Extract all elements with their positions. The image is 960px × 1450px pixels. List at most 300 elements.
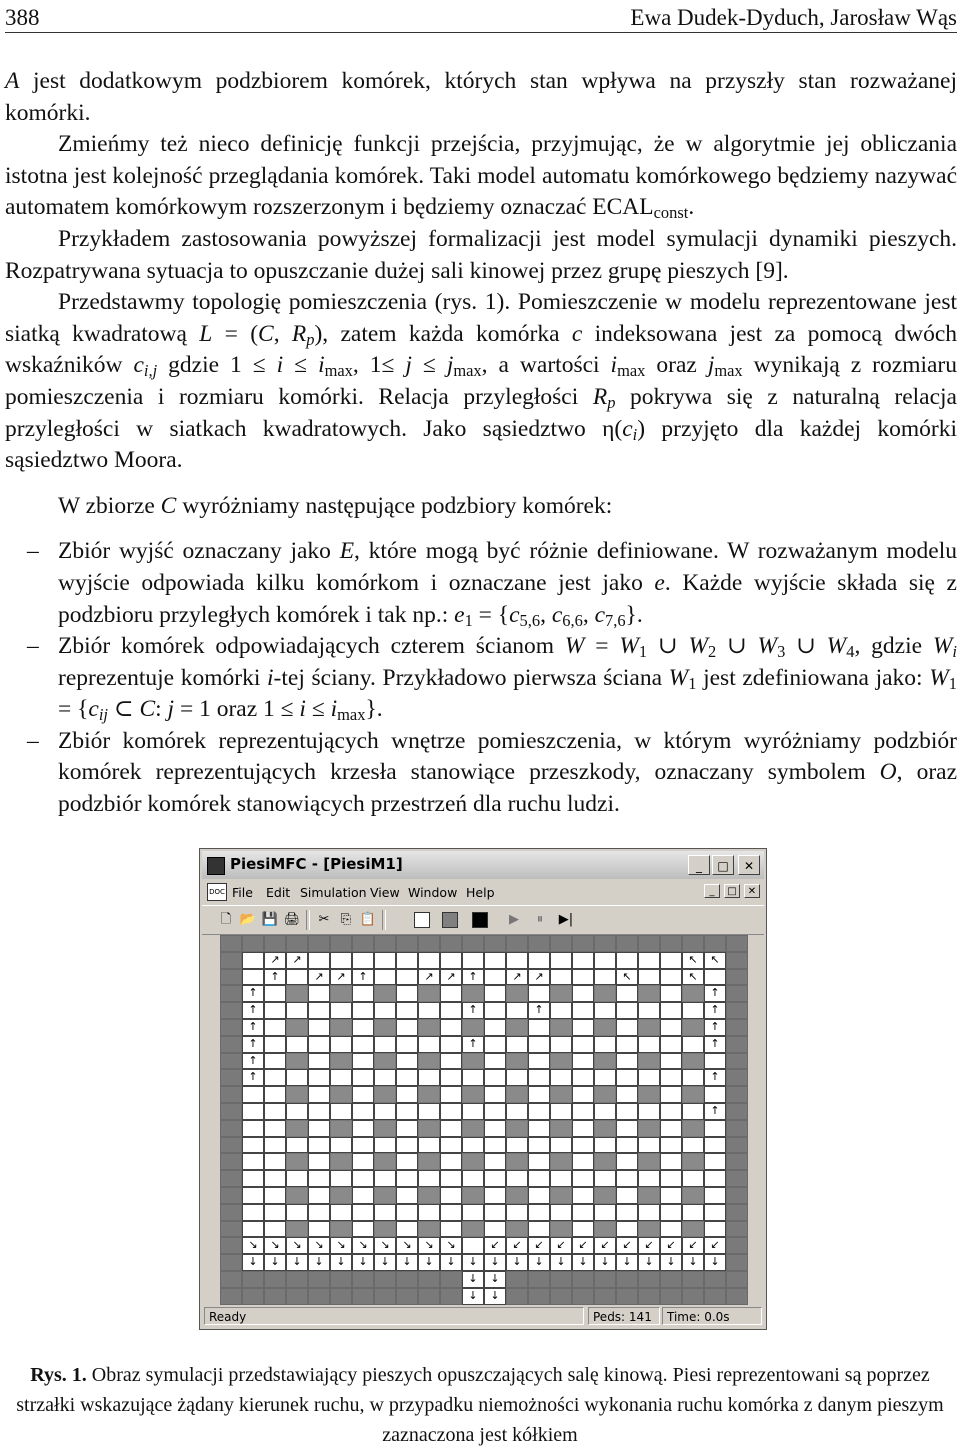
save-icon[interactable]: 💾 [261, 912, 279, 927]
wall-cell [396, 1271, 418, 1288]
obstacle-cell [286, 1221, 308, 1238]
empty-cell [682, 1137, 704, 1154]
wall-cell [396, 1288, 418, 1305]
empty-cell [286, 1036, 308, 1053]
empty-cell [352, 1069, 374, 1086]
obstacle-cell [594, 1053, 616, 1070]
print-icon[interactable]: 🖨 [283, 912, 301, 927]
empty-cell [660, 1069, 682, 1086]
empty-cell [572, 952, 594, 969]
wall-cell [726, 1288, 748, 1305]
close-button[interactable]: ✕ [738, 855, 760, 875]
menu-edit[interactable]: Edit [266, 885, 291, 900]
pedestrian-cell: ↘ [308, 1237, 330, 1254]
obstacle-cell [418, 1153, 440, 1170]
empty-cell [616, 952, 638, 969]
obstacle-cell [374, 1053, 396, 1070]
obstacle-cell [506, 985, 528, 1002]
document-icon[interactable]: DOC [207, 883, 227, 901]
empty-cell [506, 1204, 528, 1221]
obstacle-cell [550, 1187, 572, 1204]
obstacle-cell [682, 1120, 704, 1137]
obstacle-cell [506, 1187, 528, 1204]
menu-file[interactable]: File [232, 885, 253, 900]
menu-simulation[interactable]: Simulation [300, 885, 367, 900]
wall-cell [220, 1271, 242, 1288]
empty-cell [528, 1137, 550, 1154]
pedestrian-cell: ↑ [242, 1069, 264, 1086]
toolbar [202, 905, 764, 935]
obstacle-cell [638, 1153, 660, 1170]
pause-icon[interactable]: ⏸ [536, 912, 544, 927]
empty-cell [418, 952, 440, 969]
status-bar [202, 1307, 764, 1327]
empty-cell [704, 1120, 726, 1137]
cut-icon[interactable]: ✂ [318, 912, 330, 927]
obstacle-cell [550, 1053, 572, 1070]
empty-cell [242, 1187, 264, 1204]
empty-cell [396, 1187, 418, 1204]
empty-cell [594, 952, 616, 969]
white-swatch[interactable] [414, 912, 430, 928]
empty-cell [528, 1069, 550, 1086]
obstacle-cell [594, 985, 616, 1002]
empty-cell [484, 985, 506, 1002]
wall-cell [374, 935, 396, 952]
wall-cell [330, 935, 352, 952]
wall-cell [374, 1271, 396, 1288]
empty-cell [440, 1170, 462, 1187]
wall-cell [330, 1288, 352, 1305]
empty-cell [704, 1170, 726, 1187]
pedestrian-cell: ↘ [352, 1237, 374, 1254]
empty-cell [242, 1204, 264, 1221]
empty-cell [352, 1086, 374, 1103]
empty-cell [418, 1069, 440, 1086]
pedestrian-cell: ↙ [616, 1237, 638, 1254]
empty-cell [528, 1204, 550, 1221]
empty-cell [242, 1103, 264, 1120]
obstacle-cell [374, 1221, 396, 1238]
obstacle-cell [682, 985, 704, 1002]
pedestrian-cell: ↖ [616, 969, 638, 986]
pedestrian-cell: ↓ [352, 1254, 374, 1271]
wall-cell [308, 1271, 330, 1288]
simulation-canvas[interactable] [220, 935, 748, 1305]
pedestrian-cell: ↙ [572, 1237, 594, 1254]
empty-cell [330, 1002, 352, 1019]
pedestrian-cell: ↙ [506, 1237, 528, 1254]
empty-cell [528, 1221, 550, 1238]
pedestrian-cell: ↗ [330, 969, 352, 986]
pedestrian-cell: ↗ [418, 969, 440, 986]
obstacle-cell [594, 1187, 616, 1204]
empty-cell [396, 952, 418, 969]
wall-cell [396, 935, 418, 952]
empty-cell [572, 1069, 594, 1086]
obstacle-cell [594, 1153, 616, 1170]
empty-cell [660, 1086, 682, 1103]
wall-cell [506, 1271, 528, 1288]
empty-cell [638, 1002, 660, 1019]
obstacle-cell [594, 1221, 616, 1238]
open-icon[interactable]: 📂 [239, 912, 257, 927]
empty-cell [440, 952, 462, 969]
wall-cell [550, 1271, 572, 1288]
obstacle-cell [330, 1153, 352, 1170]
empty-cell [616, 1053, 638, 1070]
empty-cell [660, 1053, 682, 1070]
empty-cell [616, 1187, 638, 1204]
empty-cell [550, 1002, 572, 1019]
wall-cell [418, 1288, 440, 1305]
pedestrian-cell: ↙ [704, 1237, 726, 1254]
wall-cell [726, 1237, 748, 1254]
pedestrian-cell: ↑ [704, 1069, 726, 1086]
obstacle-cell [286, 985, 308, 1002]
wall-cell [726, 1187, 748, 1204]
empty-cell [484, 1086, 506, 1103]
pedestrian-cell: ↘ [264, 1237, 286, 1254]
obstacle-cell [638, 1221, 660, 1238]
pedestrian-cell: ↙ [660, 1237, 682, 1254]
empty-cell [308, 1137, 330, 1154]
empty-cell [484, 1019, 506, 1036]
menu-help[interactable]: Help [466, 885, 495, 900]
empty-cell [484, 1137, 506, 1154]
pedestrian-cell: ↑ [242, 1053, 264, 1070]
pedestrian-cell: ↑ [242, 1019, 264, 1036]
obstacle-cell [374, 1187, 396, 1204]
obstacle-cell [506, 1120, 528, 1137]
wall-cell [264, 1288, 286, 1305]
pedestrian-cell: ↑ [704, 1002, 726, 1019]
pedestrian-cell: ↙ [550, 1237, 572, 1254]
pedestrian-cell: ↗ [528, 969, 550, 986]
empty-cell [484, 969, 506, 986]
wall-cell [220, 1137, 242, 1154]
pedestrian-cell: ↓ [396, 1254, 418, 1271]
pedestrian-cell: ↓ [462, 1254, 484, 1271]
empty-cell [594, 969, 616, 986]
obstacle-cell [286, 1187, 308, 1204]
empty-cell [308, 1153, 330, 1170]
obstacle-cell [506, 1053, 528, 1070]
cell-grid [220, 935, 748, 1305]
empty-cell [374, 952, 396, 969]
empty-cell [638, 969, 660, 986]
pedestrian-cell: ↓ [550, 1254, 572, 1271]
empty-cell [550, 1036, 572, 1053]
empty-cell [660, 1204, 682, 1221]
obstacle-cell [682, 1221, 704, 1238]
obstacle-cell [418, 1019, 440, 1036]
pedestrian-cell: ↙ [682, 1237, 704, 1254]
obstacle-cell [374, 1153, 396, 1170]
obstacle-cell [550, 1086, 572, 1103]
wall-cell [462, 935, 484, 952]
obstacle-cell [506, 1221, 528, 1238]
wall-cell [572, 935, 594, 952]
minimize-button[interactable]: _ [688, 855, 710, 875]
empty-cell [572, 1019, 594, 1036]
empty-cell [704, 1137, 726, 1154]
empty-cell [308, 1221, 330, 1238]
pedestrian-cell: ↑ [264, 969, 286, 986]
empty-cell [506, 1069, 528, 1086]
step-icon[interactable]: ▶| [558, 912, 574, 927]
pedestrian-cell: ↑ [242, 1002, 264, 1019]
obstacle-cell [594, 1019, 616, 1036]
empty-cell [704, 1204, 726, 1221]
empty-cell [242, 1221, 264, 1238]
wall-cell [286, 1288, 308, 1305]
wall-cell [704, 1288, 726, 1305]
empty-cell [616, 1002, 638, 1019]
obstacle-cell [682, 1086, 704, 1103]
obstacle-cell [638, 985, 660, 1002]
obstacle-cell [330, 1086, 352, 1103]
obstacle-cell [462, 1221, 484, 1238]
mdi-restore-button[interactable]: □ [724, 884, 740, 898]
window-title: PiesiMFC - [PiesiM1] [230, 855, 403, 873]
wall-cell [220, 1053, 242, 1070]
paste-icon[interactable]: 📋 [359, 912, 377, 927]
empty-cell [616, 1120, 638, 1137]
pedestrian-cell: ↘ [440, 1237, 462, 1254]
wall-cell [726, 1137, 748, 1154]
pedestrian-cell: ↑ [528, 1002, 550, 1019]
empty-cell [484, 1187, 506, 1204]
wall-cell [726, 1120, 748, 1137]
wall-cell [550, 935, 572, 952]
empty-cell [396, 1221, 418, 1238]
mdi-minimize-button[interactable]: _ [704, 884, 720, 898]
menu-view[interactable]: View [370, 885, 400, 900]
wall-cell [726, 1019, 748, 1036]
empty-cell [660, 1002, 682, 1019]
pedestrian-cell: ↗ [440, 969, 462, 986]
empty-cell [660, 1036, 682, 1053]
wall-cell [594, 1271, 616, 1288]
pedestrian-cell: ↓ [616, 1254, 638, 1271]
empty-cell [462, 1237, 484, 1254]
bullet-exits: – Zbiór wyjść oznaczany jako E, które mogą być różnie definiowane. W rozważanym modelu wyjście odpowiada kilku komórkom i oznaczane jest jako e. Każde wyjście składa się z podzbioru przyległych komórek i tak np.: $e_1 = \{c_{5,6}$, $c_{6,6}$, $c_{7,6}$}. [5, 536, 957, 631]
empty-cell [682, 1069, 704, 1086]
wall-cell [286, 935, 308, 952]
empty-cell [352, 1120, 374, 1137]
obstacle-cell [638, 1053, 660, 1070]
empty-cell [242, 1153, 264, 1170]
paragraph-5: W zbiorze C wyróżniamy następujące podzbiory komórek: [58, 492, 613, 519]
obstacle-cell [462, 1120, 484, 1137]
pedestrian-cell: ↘ [286, 1237, 308, 1254]
empty-cell [352, 1204, 374, 1221]
mdi-close-button[interactable]: ✕ [744, 884, 760, 898]
obstacle-cell [462, 1053, 484, 1070]
wall-cell [726, 985, 748, 1002]
obstacle-cell [594, 1086, 616, 1103]
empty-cell [330, 952, 352, 969]
empty-cell [440, 1036, 462, 1053]
empty-cell [528, 1153, 550, 1170]
pedestrian-cell: ↑ [462, 1036, 484, 1053]
play-icon[interactable]: ▶ [509, 912, 519, 927]
pedestrian-cell: ↙ [638, 1237, 660, 1254]
obstacle-cell [286, 1019, 308, 1036]
empty-cell [418, 1204, 440, 1221]
wall-cell [660, 1288, 682, 1305]
pedestrian-cell: ↓ [440, 1254, 462, 1271]
empty-cell [484, 1204, 506, 1221]
empty-cell [308, 985, 330, 1002]
empty-cell [572, 1002, 594, 1019]
empty-cell [264, 1002, 286, 1019]
empty-cell [704, 1153, 726, 1170]
pedestrian-cell: ↗ [308, 969, 330, 986]
pedestrian-cell: ↓ [484, 1288, 506, 1305]
toolbar-separator [306, 910, 310, 930]
empty-cell [594, 1002, 616, 1019]
pedestrian-cell: ↓ [484, 1254, 506, 1271]
empty-cell [440, 1137, 462, 1154]
obstacle-cell [506, 1153, 528, 1170]
empty-cell [308, 1069, 330, 1086]
pedestrian-cell: ↘ [374, 1237, 396, 1254]
pedestrian-cell: ↘ [330, 1237, 352, 1254]
status-time: Time: 0.0s [662, 1307, 762, 1325]
wall-cell [616, 1288, 638, 1305]
empty-cell [660, 985, 682, 1002]
copy-icon[interactable]: ⎘ [340, 912, 352, 927]
empty-cell [660, 1137, 682, 1154]
obstacle-cell [330, 1187, 352, 1204]
empty-cell [550, 969, 572, 986]
empty-cell [286, 1137, 308, 1154]
empty-cell [418, 1137, 440, 1154]
wall-cell [682, 1271, 704, 1288]
wall-cell [726, 952, 748, 969]
maximize-button[interactable]: □ [712, 855, 734, 875]
empty-cell [616, 1019, 638, 1036]
pedestrian-cell: ↓ [638, 1254, 660, 1271]
black-swatch[interactable] [472, 912, 488, 928]
empty-cell [242, 1137, 264, 1154]
empty-cell [528, 1019, 550, 1036]
obstacle-cell [418, 1086, 440, 1103]
empty-cell [528, 1086, 550, 1103]
empty-cell [638, 1204, 660, 1221]
status-ready: Ready [204, 1307, 584, 1325]
new-icon[interactable]: 🗋 [220, 912, 232, 927]
empty-cell [264, 1187, 286, 1204]
empty-cell [374, 1036, 396, 1053]
wall-cell [726, 969, 748, 986]
empty-cell [660, 1170, 682, 1187]
wall-cell [726, 1170, 748, 1187]
empty-cell [440, 1002, 462, 1019]
empty-cell [572, 1086, 594, 1103]
obstacle-cell [418, 985, 440, 1002]
empty-cell [528, 1036, 550, 1053]
empty-cell [638, 1036, 660, 1053]
wall-cell [418, 935, 440, 952]
wall-cell [330, 1271, 352, 1288]
empty-cell [616, 985, 638, 1002]
gray-swatch[interactable] [442, 912, 458, 928]
caption-text: Obraz symulacji przedstawiający pieszych opuszczających salę kinową. Piesi reprezentowani są poprzez strzałki wskazujące żądany kierunek ruchu, w przypadku niemożności wykonania ruchu komórka z danym pieszym zaznaczona jest kółkiem [16, 1364, 944, 1446]
obstacle-cell [682, 1053, 704, 1070]
wall-cell [220, 985, 242, 1002]
obstacle-cell [418, 1053, 440, 1070]
obstacle-cell [462, 985, 484, 1002]
empty-cell [264, 1137, 286, 1154]
empty-cell [550, 1069, 572, 1086]
empty-cell [638, 1137, 660, 1154]
empty-cell [660, 1187, 682, 1204]
wall-cell [220, 1069, 242, 1086]
obstacle-cell [550, 1153, 572, 1170]
menu-window[interactable]: Window [408, 885, 458, 900]
wall-cell [638, 1288, 660, 1305]
empty-cell [462, 952, 484, 969]
empty-cell [418, 1036, 440, 1053]
obstacle-cell [418, 1187, 440, 1204]
empty-cell [396, 1137, 418, 1154]
wall-cell [682, 935, 704, 952]
obstacle-cell [506, 1019, 528, 1036]
empty-cell [440, 1103, 462, 1120]
empty-cell [616, 1137, 638, 1154]
wall-cell [220, 935, 242, 952]
empty-cell [572, 1170, 594, 1187]
empty-cell [352, 1053, 374, 1070]
wall-cell [572, 1271, 594, 1288]
empty-cell [484, 1002, 506, 1019]
empty-cell [550, 1204, 572, 1221]
wall-cell [220, 1120, 242, 1137]
empty-cell [572, 1103, 594, 1120]
pedestrian-cell: ↑ [462, 969, 484, 986]
obstacle-cell [374, 1120, 396, 1137]
wall-cell [308, 935, 330, 952]
paragraph-4: Przedstawmy topologię pomieszczenia (rys. 1). Pomieszczenie w modelu reprezentowane jest siatką kwadratową L = (C, $R_p$), zatem każda komórka c indeksowana jest za pomocą dwóch wskaźników $c_{i,j}$ gdzie $1 \le i \le i_{max}$, $1\le j \le j_{max}$, a wartości $i_{max}$ oraz $j_{max}$ wynikają z rozmiaru pomieszczenia i rozmiaru komórki. Relacja przyległości $R_p$ pokrywa się z naturalną relacja przyległości w siatkach kwadratowych. Jako sąsiedztwo $\eta(c_i)$ przyjęto dla każdej komórki sąsiedztwo Moora. [5, 289, 958, 474]
empty-cell [594, 1036, 616, 1053]
empty-cell [418, 1103, 440, 1120]
empty-cell [330, 1204, 352, 1221]
empty-cell [264, 1053, 286, 1070]
wall-cell [726, 1086, 748, 1103]
empty-cell [286, 1103, 308, 1120]
obstacle-cell [638, 1187, 660, 1204]
wall-cell [550, 1288, 572, 1305]
empty-cell [374, 969, 396, 986]
wall-cell [726, 1036, 748, 1053]
wall-cell [242, 1288, 264, 1305]
empty-cell [440, 1221, 462, 1238]
empty-cell [528, 1187, 550, 1204]
empty-cell [242, 969, 264, 986]
empty-cell [572, 985, 594, 1002]
wall-cell [440, 935, 462, 952]
empty-cell [616, 1086, 638, 1103]
empty-cell [440, 1019, 462, 1036]
empty-cell [572, 1221, 594, 1238]
wall-cell [220, 1002, 242, 1019]
obstacle-cell [506, 1086, 528, 1103]
pedestrian-cell: ↓ [330, 1254, 352, 1271]
empty-cell [594, 1069, 616, 1086]
